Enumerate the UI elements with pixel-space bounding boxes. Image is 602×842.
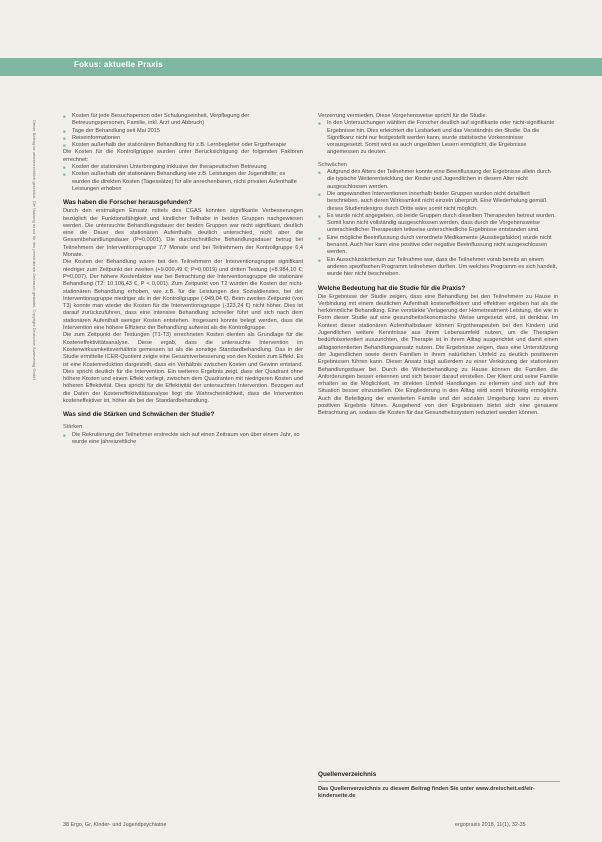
list-item: ■ Reiseinformationen [63, 135, 303, 142]
paragraph: Durch den erstmaligen Einsatz mittels des CGAS konnten signifikante Verbesserungen bezüglich der Funktionsfähigkeit und kindlicher Teilhabe in beiden Gruppen nachgewiesen werden. Die untersuchte Behandlungsdauer der beiden Gruppen war nicht signifikant, deutlich eine die Dauer des stationären Aufenthalts deutlich unterschied, nicht aber die Gesamtbehandlungsdauer (P=0,0001). Die durchschnittliche Behandlungsdauer betrug bei Teilnehmern der Interventionsgruppe 7,7 Monate und bei Teilnehmern der Kontrollgruppe 6,4 Monate. [63, 208, 303, 259]
list-item: ■ In den Untersuchungen wählten die Forscher deutlich auf signifikante oder nicht-signifikante Ergebnisse hin. Dies erleichtert die Lesbarkeit und das Verständnis der Studie. Da die Signifikanz nicht nur festgestellt werden kann, wurde statistische Vorkenntnisse vorausgesetzt. Somit wird es auch ungeübten Lesern ermöglicht, die Ergebnisse angemessen zu deuten. [318, 120, 558, 156]
section-heading: Welche Bedeutung hat die Studie für die Praxis? [318, 284, 466, 292]
top-bullet-list [318, 120, 558, 156]
strengths-label: Stärken [63, 424, 83, 431]
copyright-vertical-note [28, 120, 38, 820]
section-heading: Was haben die Forscher herausgefunden? [63, 199, 193, 207]
sources-link[interactable]: Das Quellenverzeichnis zu diesem Beitrag finden Sie unter www.dreischeit.ed/eir-kinderseite.de [318, 786, 535, 799]
footer-page-info: 38 Ergo, Gr, Kinder- und Jugendpsychiatrie [63, 822, 167, 828]
sources-divider [318, 781, 560, 782]
left-column [63, 113, 303, 446]
weaknesses-list [318, 169, 558, 278]
paragraph: Verzerrung vermieden. Diese Vorgehensweise spricht für die Studie. [318, 113, 488, 119]
section-heading: Was sind die Stärken und Schwächen der Studie? [63, 411, 215, 419]
list-item: ■ Kosten für jede Besuchsperson oder Schulungseinheit, Verpflegung der Betreuungspersonen, Familie, inkl. Arzt und Abbruch) [63, 113, 303, 128]
list-item: ■ Kosten außerhalb der stationären Behandlung für z.B. Lernbegleiter oder Ergotherapie [63, 142, 303, 149]
list-item: ■ Kosten der stationären Unterbringung inklusive der therapeutischen Betreuung [63, 164, 303, 171]
cost-bullet-list [63, 164, 303, 193]
copyright-text: Dieser Beitrag ist urheberrechtlich geschützt. Die Nutzung ist nur für den persönlichen Gebrauch gestattet. Copyright Deutscher Ärzteverlag GmbH [32, 120, 37, 380]
list-item: ■ Tage der Behandlung seit Mai 2015 [63, 128, 303, 135]
weaknesses-label: Schwächen [318, 161, 347, 168]
list-item: ■ Aufgrund des Alters der Teilnehmer konnte eine Beeinflussung der Ergebnisse allein durch die typische Weiterentwicklung der Kinder und Jugendlichen in diesem Alter nicht ausgeschlossen werden. [318, 169, 558, 191]
list-item: ■ Es wurde nicht angegeben, ob beide Gruppen durch dieselben Therapeuten betreut wurden. Somit kann nicht vollständig ausgeschlossen werden, dass durch die Vorgehensweise unterschiedlicher Therapeuten teilweise unterschiedliche Ergebnisse entstanden sind. [318, 213, 558, 235]
intro-bullet-list [63, 113, 303, 149]
list-item: ■ Kosten außerhalb der stationären Behandlung wie z.B. Leistungen der Jugendhilfe; es wurden die direkten Kosten (Tagessätze) für alle anrechenbaren, nicht privaten Aufenthalte Leistungen erhoben [63, 171, 303, 193]
list-item: ■ Die Rekrutierung der Teilnehmer erstreckte sich auf einen Zeitraum von über einem Jahr, so wurde eine jahreszeitliche [63, 432, 303, 447]
paragraph: Die Ergebnisse der Studie zeigen, dass eine Behandlung bei den Teilnehmern zu Hause in Verbindung mit einem deutlichen Aufenthalt kosteneffektiver und effektiver ergeben hat als die herkömmliche Behandlung. Eine verstärkte Verlagerung der Hometreatment-Leistung, die wie in Form dieser Studie auf eine gesundheitsökonomische Weise umgesetzt wird, ist denkbar. Im Kontext dieser stationären Aufenthaltsdauer können Ergotherapeuten bei den Kindern und Jugendlichen weitere Kenntnisse aus ihrem Lebensumfeld nutzen, um die Therapien bedürfnisorientiert auszurichten, die Therapie ist in ihrem Alltag ausgerichtet und damit einen alltagsorientierten Behandlungsansatz nutzen. Die Ergebnisse zeigen, dass eine Unterstützung der Jugendlichen sowie deren Familien in ihrem natürlichen Umfeld zu deutlich positiveren Ergebnissen führen kann. Dieser Ansatz trägt außerdem zu einer Verkürzung der stationären Behandlungsdauer bei. Durch die Weiterbehandlung zu Hause können die Familien die Anforderungen besser erkennen und sich besser darauf einstellen. Der Klient und seine Familie erhalten so die Möglichkeit, im direkten Umfeld Handlungen zu erlernen und sich auf ihre Situation besser einzustellen. Die Eingliederung in den Alltag wird somit frühzeitig ermöglicht. Auch die Beteiligung der erweiterten Familie und der sozialen Umgebung kann zu einem positiven Ergebnis führen. Ausgehend von den Ergebnissen bietet sich eine genauere Betrachtung an, sodass die Kosten für das Gesundheitssystem reduziert werden können. [318, 293, 558, 417]
list-item: ■ Eine mögliche Beeinflussung durch verordnete Medikamente (Ausstiegsfaktor) wurde nicht benannt. Auch hier kann eine positive oder negative Beeinflussung nicht ausgeschlossen werden. [318, 235, 558, 257]
footer-journal-info: ergopraxis 2018, 11(1), 32-35 [455, 822, 526, 828]
strengths-list [63, 432, 303, 447]
paragraph: Die zum Zeitpunkt der Testungen (T1-T3) errechneten Kosten dienten als Grundlage für die Kosteneffektivitätsanalyse. Diese ergab, dass die untersuchte Intervention im Kostenwirksamkeitsverhältnis gemessen ist als die sonstige Standardbehandlung. Das in der Studie ermittelte ICER-Quotient zeigte eine Gesamtverbesserung von den Kosten zum Effekt. Es ist eine Kostenreduktion dargestellt, dass ein Verhältnis zwischen Kosten und Gewinn entstand. Dies spricht deutlich für die Intervention. Ein weiteres Ergebnis zeigt, dass der Quadrant ohne höhere Kosten und einem Effekt vorliegt, zwischen dem Quadranten mit niedrigeren Kosten und höheren Effektivität. Dies spricht für die Effektivität der untersuchten Intervention. Bezogen auf die Daten der Kosteneffektivitätsanalyse liegt die Wahrscheinlichkeit, dass die Intervention kosteneffektiver ist, höher als bei der Standardbehandlung. [63, 332, 303, 404]
paragraph: Die Kosten der Behandlung waren bei den Teilnehmern der Interventionsgruppe signifikant niedriger zum Zeitpunkt der zweiten (+9.000,49 €; P=0,0019) und dritten Testung (+8.984,10 €; P=0,007). Der höhere Kostenfaktor war bei Betrachtung der Interventionsgruppe die stationäre Behandlung (T2: 10.106,43 €, P < 0,001). Zum Zeitpunkt von T2 wurden die Kosten der nicht-stationären Behandlung erhoben, wie z.B. für die Leistungen des Sozialdienstes, bei der Interventionsgruppe niedriger als in der Kontrollgruppe (-949,04 €). Beim zweiten Zeitpunkt (von T3) konnte man wieder die Kosten für die Interventionsgruppe (-323,24 €) nicht höher. Dies ist darauf zurückzuführen, dass eine intensive Behandlung schneller führt und sich nach dem stationären Aufenthalt weniger Kosten entstehen. Insgesamt konnte belegt werden, dass die Intervention eine höhere Effizienz der Behandlung aufweist als die Kontrollgruppe. [63, 259, 303, 332]
paragraph: Die Kosten für die Kontrollgruppe wurden unter Berücksichtigung der folgenden Faktoren errechnet: [63, 149, 303, 163]
right-column [318, 113, 558, 418]
list-item: ■ Ein Ausschlusskriterium zur Teilnahme war, dass die Teilnehmer vorab bereits an einem anderen spezifischen Programm teilnehmen durften. Um welches Programm es sich handelt, wurde hier nicht beschrieben. [318, 257, 558, 279]
list-item: ■ Die angewandten Interventionen innerhalb beider Gruppen wurden nicht detailliert beschrieben, auch deren Wirksamkeit nicht einzeln überprüft. Eine Wiederholung gemäß dieses Studiendesigns durch Dritte wäre somit nicht möglich. [318, 191, 558, 213]
section-header-label: Fokus: aktuelle Praxis [74, 60, 163, 69]
sources-title: Quellenverzeichnis [318, 771, 377, 778]
